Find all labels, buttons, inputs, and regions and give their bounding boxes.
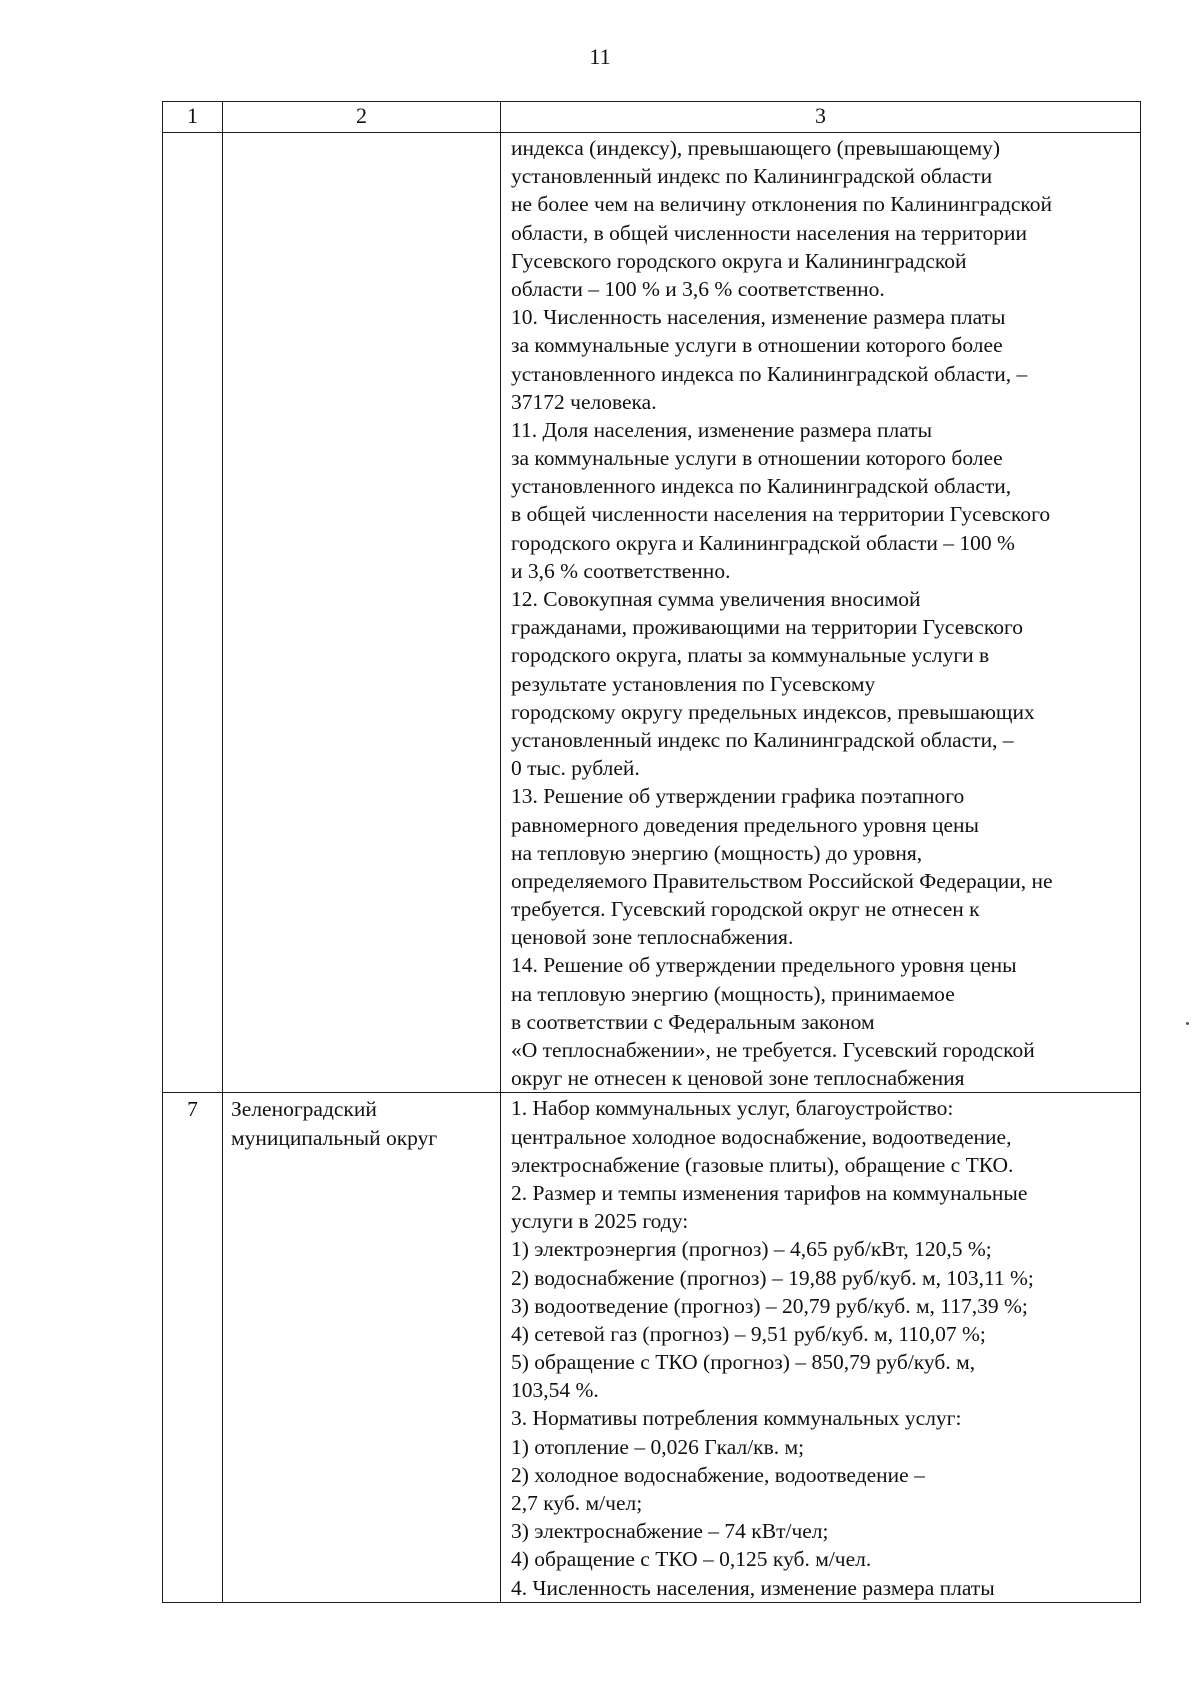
text-line: 3. Нормативы потребления коммунальных услуг: <box>511 1406 962 1431</box>
text-line: 4) сетевой газ (прогноз) – 9,51 руб/куб. м, 110,07 %; <box>511 1321 986 1346</box>
text-line: городского округа и Калининградской области – 100 % <box>511 530 1015 555</box>
text-line: 1. Набор коммунальных услуг, благоустройство: <box>511 1096 954 1121</box>
table-header-row <box>163 102 1141 133</box>
text-line: не более чем на величину отклонения по Калининградской <box>511 192 1053 217</box>
text-line: результате установления по Гусевскому <box>511 671 876 696</box>
text-line: городского округа, платы за коммунальные услуги в <box>511 643 990 668</box>
text-line: 2. Размер и темпы изменения тарифов на коммунальные <box>511 1180 1028 1205</box>
text-line: 103,54 %. <box>511 1378 599 1403</box>
text-line: в соответствии с Федеральным законом <box>511 1009 875 1034</box>
text-line: установленного индекса по Калининградской области, <box>511 474 1012 499</box>
municipality-name-line: Зеленоградский <box>231 1097 377 1122</box>
text-line: 1) отопление – 0,026 Гкал/кв. м; <box>511 1434 805 1459</box>
text-line: установленный индекс по Калининградской области <box>511 164 993 189</box>
text-line: 0 тыс. рублей. <box>511 756 640 781</box>
description-cell <box>501 1093 1141 1602</box>
text-line: 5) обращение с ТКО (прогноз) – 850,79 руб/куб. м, <box>511 1350 976 1375</box>
text-line: услуги в 2025 году: <box>511 1209 689 1234</box>
document-table <box>162 101 1141 1603</box>
text-line: требуется. Гусевский городской округ не отнесен к <box>511 897 980 922</box>
text-line: за коммунальные услуги в отношении которого более <box>511 446 1003 471</box>
description-cell <box>501 133 1141 1093</box>
table-row <box>163 1093 1141 1602</box>
text-line: электроснабжение (газовые плиты), обращение с ТКО. <box>511 1152 1014 1177</box>
text-line: области – 100 % и 3,6 % соответственно. <box>511 276 885 301</box>
text-line: 2) водоснабжение (прогноз) – 19,88 руб/куб. м, 103,11 %; <box>511 1265 1034 1290</box>
text-line: 10. Численность населения, изменение размера платы <box>511 305 1006 330</box>
header-cell-1: 1 <box>163 102 223 133</box>
header-cell-3: 3 <box>501 102 1141 133</box>
text-line: 11. Доля населения, изменение размера платы <box>511 417 933 442</box>
row-number-cell <box>163 133 223 1093</box>
text-line: гражданами, проживающими на территории Гусевского <box>511 615 1023 640</box>
text-line: 2) холодное водоснабжение, водоотведение – <box>511 1462 925 1487</box>
text-line: округ не отнесен к ценовой зоне теплоснабжения <box>511 1066 965 1091</box>
scan-speck <box>1186 1022 1189 1025</box>
table-row <box>163 133 1141 1093</box>
text-line: центральное холодное водоснабжение, водоотведение, <box>511 1124 1012 1149</box>
text-line: 4. Численность населения, изменение размера платы <box>511 1575 995 1600</box>
text-line: 3) водоотведение (прогноз) – 20,79 руб/куб. м, 117,39 %; <box>511 1293 1028 1318</box>
header-cell-2: 2 <box>223 102 501 133</box>
text-line: за коммунальные услуги в отношении которого более <box>511 333 1003 358</box>
row-number-cell: 7 <box>163 1093 223 1602</box>
text-line: и 3,6 % соответственно. <box>511 558 731 583</box>
text-line: установленный индекс по Калининградской области, – <box>511 727 1014 752</box>
municipality-name-cell <box>223 1093 501 1602</box>
text-line: индекса (индексу), превышающего (превышающему) <box>511 136 1000 160</box>
text-line: 2,7 куб. м/чел; <box>511 1491 643 1515</box>
text-line: 1) электроэнергия (прогноз) – 4,65 руб/кВт, 120,5 %; <box>511 1237 992 1262</box>
text-line: 14. Решение об утверждении предельного уровня цены <box>511 953 1017 978</box>
text-line: равномерного доведения предельного уровня цены <box>511 812 979 837</box>
municipality-name-cell <box>223 133 501 1093</box>
text-line: Гусевского городского округа и Калининградской <box>511 248 967 273</box>
text-line: 37172 человека. <box>511 389 657 414</box>
municipality-name-line: муниципальный округ <box>231 1125 438 1150</box>
text-line: ценовой зоне теплоснабжения. <box>511 925 794 950</box>
text-line: 12. Совокупная сумма увеличения вносимой <box>511 587 921 611</box>
text-line: области, в общей численности населения на территории <box>511 220 1027 245</box>
text-line: городскому округу предельных индексов, превышающих <box>511 699 1035 724</box>
page-number: 11 <box>589 44 611 69</box>
text-line: «О теплоснабжении», не требуется. Гусевский городской <box>511 1038 1035 1062</box>
text-line: на тепловую энергию (мощность) до уровня, <box>511 840 923 865</box>
text-line: 13. Решение об утверждении графика поэтапного <box>511 784 965 809</box>
text-line: 3) электроснабжение – 74 кВт/чел; <box>511 1519 829 1544</box>
text-line: в общей численности населения на территории Гусевского <box>511 502 1051 527</box>
text-line: 4) обращение с ТКО – 0,125 куб. м/чел. <box>511 1547 872 1572</box>
text-line: определяемого Правительством Российской Федерации, не <box>511 868 1053 893</box>
text-line: на тепловую энергию (мощность), принимаемое <box>511 981 955 1006</box>
text-line: установленного индекса по Калининградской области, – <box>511 361 1028 386</box>
